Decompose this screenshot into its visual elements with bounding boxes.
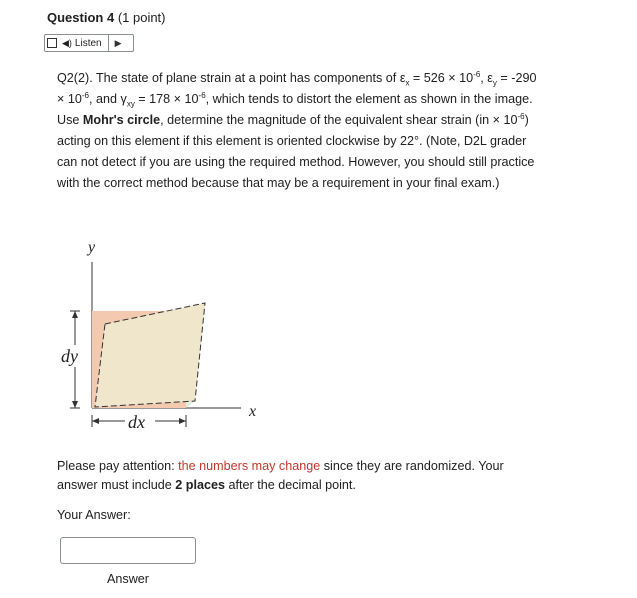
listen-label: Listen (74, 37, 102, 49)
dy-label: dy (61, 346, 78, 366)
question-points: (1 point) (117, 10, 166, 25)
question-title: Question 4 (47, 10, 115, 25)
document-icon (47, 38, 57, 48)
y-axis-label: y (88, 239, 96, 256)
listen-button[interactable] (44, 34, 134, 52)
question-text: Q2(2). The state of plane strain at a point has components of $\varepsilon_x = 526 \times 10^{-6}$, $\varepsilon_y = -290 \times 10^{-6}$, and $\gamma_{xy} = 178 \times 10^{-6}$, which tends to distort the element as shown in the image. Use Mohr's circle, determine the magnitude of the equivalent shear strain $(in \times 10^{-6})$ acting on this element if this element is oriented clockwise by 22°. (Note, D2L grader can not detect if you are using the required method. However, you should still practice with the correct method because that may be a requirement in your final exam.) (57, 69, 537, 190)
listen-divider (108, 35, 109, 51)
speaker-icon: ◀) (62, 37, 72, 48)
strain-element-diagram (55, 232, 275, 442)
play-icon[interactable]: ▶ (114, 37, 122, 48)
answer-field-label: Answer (107, 572, 149, 586)
question-header (47, 10, 166, 25)
warning-text: the numbers may change (178, 459, 321, 473)
x-axis-label: x (249, 403, 257, 420)
mohrs-circle-text: Mohr's circle (82, 113, 161, 127)
dx-label: dx (128, 412, 145, 432)
answer-input[interactable] (60, 537, 196, 564)
randomization-note: Please pay attention: the numbers may change since they are randomized. Your answer must include 2 places after the decimal point. (57, 459, 504, 492)
your-answer-label: Your Answer: (57, 508, 131, 522)
